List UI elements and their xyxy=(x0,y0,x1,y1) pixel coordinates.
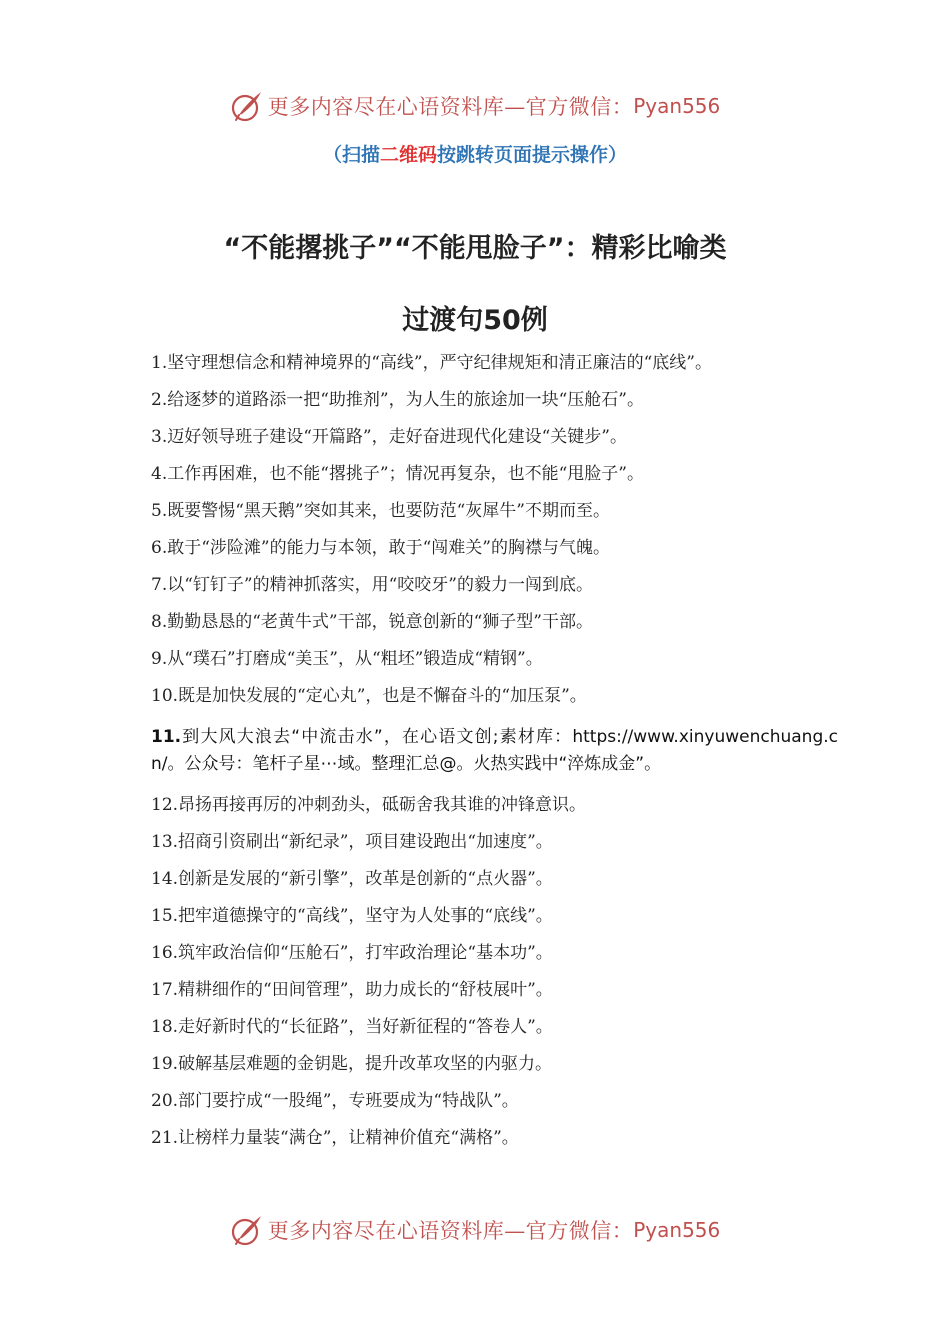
list-item: 2.给逐梦的道路添一把“助推剂”，为人生的旅途加一块“压舱石”。 xyxy=(151,390,644,410)
scan-note-highlight: 二维码 xyxy=(379,144,437,166)
banner-wechat-id: Pyan556 xyxy=(633,1218,721,1242)
list-item: 12.昂扬再接再厉的冲刺劲头，砥砺舍我其谁的冲锋意识。 xyxy=(151,795,587,815)
list-item-number: 11. xyxy=(151,727,182,747)
list-item: 5.既要警惕“黑天鹅”突如其来，也要防范“灰犀牛”不期而至。 xyxy=(151,501,610,521)
list-item: 16.筑牢政治信仰“压舱石”，打牢政治理论“基本功”。 xyxy=(151,943,553,963)
scan-note-open: （扫描 xyxy=(322,144,380,166)
list-item-text: 到大风大浪去“中流击水”，在心语文创;素材库：https://www.xinyuwenchuang.cn/。公众号：笔杆子星⋯域。整理汇总@。火热实践中“淬炼成金”。 xyxy=(151,727,838,774)
scan-note-rest: 按跳转页面提示操作） xyxy=(437,144,628,166)
header-banner xyxy=(0,84,950,128)
list-item-with-link xyxy=(114,724,838,778)
quill-pen-icon xyxy=(230,1213,264,1247)
list-item: 1.坚守理想信念和精神境界的“高线”，严守纪律规矩和清正廉洁的“底线”。 xyxy=(151,353,712,373)
banner-wechat-id: Pyan556 xyxy=(633,94,721,118)
list-item: 21.让榜样力量装“满仓”，让精神价值充“满格”。 xyxy=(151,1128,519,1148)
quill-pen-icon xyxy=(230,89,264,123)
list-item: 15.把牢道德操守的“高线”，坚守为人处事的“底线”。 xyxy=(151,906,553,926)
list-item: 3.迈好领导班子建设“开篇路”，走好奋进现代化建设“关键步”。 xyxy=(151,427,627,447)
page-title-line-1: “不能撂挑子”“不能甩脸子”：精彩比喻类 xyxy=(223,233,727,264)
banner-text: 更多内容尽在心语资料库—官方微信： xyxy=(267,1219,634,1243)
list-item: 18.走好新时代的“长征路”，当好新征程的“答卷人”。 xyxy=(151,1017,553,1037)
list-item: 6.敢于“涉险滩”的能力与本领，敢于“闯难关”的胸襟与气魄。 xyxy=(151,538,610,558)
list-item: 7.以“钉钉子”的精神抓落实，用“咬咬牙”的毅力一闯到底。 xyxy=(151,575,593,595)
list-item: 9.从“璞石”打磨成“美玉”，从“粗坯”锻造成“精钢”。 xyxy=(151,649,543,669)
list-item: 13.招商引资刷出“新纪录”，项目建设跑出“加速度”。 xyxy=(151,832,553,852)
footer-banner xyxy=(0,1208,950,1252)
list-item: 14.创新是发展的“新引擎”，改革是创新的“点火器”。 xyxy=(151,869,553,889)
list-item: 17.精耕细作的“田间管理”，助力成长的“舒枝展叶”。 xyxy=(151,980,553,1000)
list-item: 20.部门要拧成“一股绳”，专班要成为“特战队”。 xyxy=(151,1091,519,1111)
banner-text: 更多内容尽在心语资料库—官方微信： xyxy=(267,95,634,119)
list-item: 10.既是加快发展的“定心丸”，也是不懈奋斗的“加压泵”。 xyxy=(151,686,587,706)
list-item: 4.工作再困难，也不能“撂挑子”；情况再复杂，也不能“甩脸子”。 xyxy=(151,464,644,484)
list-item: 19.破解基层难题的金钥匙，提升改革攻坚的内驱力。 xyxy=(151,1054,553,1074)
page-title-line-2: 过渡句50例 xyxy=(402,305,548,336)
scan-instruction xyxy=(0,140,950,167)
sentence-list xyxy=(114,350,838,1162)
list-item: 8.勤勤恳恳的“老黄牛式”干部，锐意创新的“狮子型”干部。 xyxy=(151,612,593,632)
